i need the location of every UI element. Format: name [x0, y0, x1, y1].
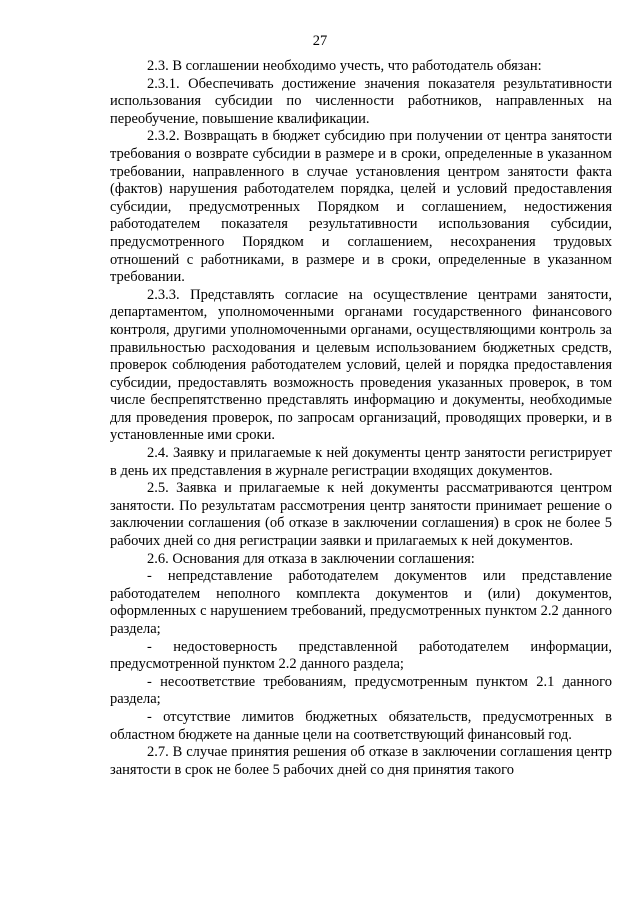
- paragraph-2-3-3: 2.3.3. Представлять согласие на осуществление центрами занятости, департаментом, уполномоченными органами государственного финансового контроля, другими уполномоченными органами, осуществляющими контроль за правильностью расходования и целевым использованием бюджетных средств, проверок соблюдения работодателем условий, целей и порядка предоставления субсидии, предоставлять возможность проведения указанных проверок, в том числе беспрепятственно представлять информацию и документы, необходимые для проведения проверок, по запросам организаций, проводящих проверки, и в установленные ими сроки.: [110, 286, 612, 444]
- list-item-refusal-1: - непредставление работодателем документов или представление работодателем неполного комплекта документов и (или) документов, оформленных с нарушением требований, предусмотренных пунктом 2.2 данного раздела;: [110, 568, 612, 637]
- list-item-refusal-4: - отсутствие лимитов бюджетных обязательств, предусмотренных в областном бюджете на данные цели на соответствующий финансовый год.: [110, 708, 612, 743]
- paragraph-2-5: 2.5. Заявка и прилагаемые к ней документы рассматриваются центром занятости. По результатам рассмотрения центр занятости принимает решение о заключении соглашения (об отказе в заключении соглашения) в срок не более 5 рабочих дней со дня регистрации заявки и прилагаемых к ней документов.: [110, 480, 612, 550]
- paragraph-2-4: 2.4. Заявку и прилагаемые к ней документы центр занятости регистрирует в день их представления в журнале регистрации входящих документов.: [110, 445, 612, 479]
- list-item-refusal-2: - недостоверность представленной работодателем информации, предусмотренной пунктом 2.2 данного раздела;: [110, 638, 612, 673]
- page-number: 27: [312, 33, 328, 49]
- paragraph-2-3-2: 2.3.2. Возвращать в бюджет субсидию при получении от центра занятости требования о возврате субсидии в размере и в сроки, определенные в указанном требовании, направленного в случае установления центром занятости факта (фактов) нарушения работодателем порядка, целей и условий предоставления субсидии, предусмотренных Порядком и соглашением, недостижения работодателем показателя результативности использования субсидии, предусмотренного Порядком и соглашением, несохранения трудовых отношений с работниками, в размере и в сроки, определенные в указанном требовании.: [110, 128, 612, 286]
- document-body: [110, 58, 612, 779]
- paragraph-2-3: 2.3. В соглашении необходимо учесть, что работодатель обязан:: [147, 58, 542, 74]
- paragraph-2-6: 2.6. Основания для отказа в заключении соглашения:: [147, 550, 475, 567]
- list-item-refusal-3: - несоответствие требованиям, предусмотренным пунктом 2.1 данного раздела;: [110, 673, 612, 708]
- paragraph-2-3-1: 2.3.1. Обеспечивать достижение значения показателя результативности использования субсидии по численности работников, направленных на переобучение, повышение квалификации.: [110, 75, 612, 127]
- paragraph-2-7: 2.7. В случае принятия решения об отказе в заключении соглашения центр занятости в срок не более 5 рабочих дней со дня принятия такого: [110, 744, 612, 778]
